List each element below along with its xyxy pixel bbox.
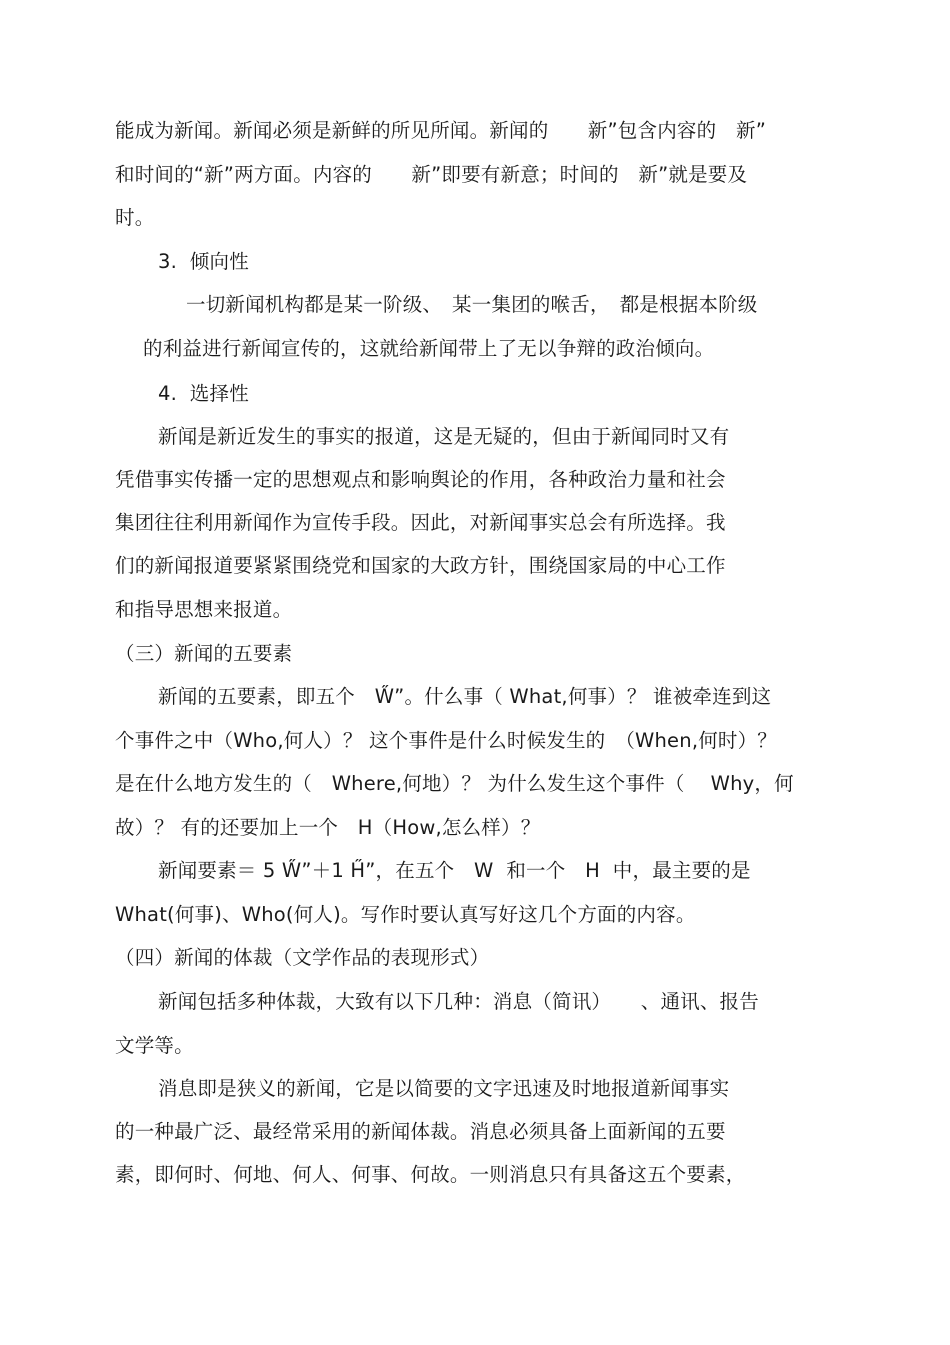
paragraph-line-14: 新闻的五要素，即五个 W̋”。什么事（ What,何事）？ 谁被牵连到这 — [158, 685, 772, 708]
paragraph-line-5: 一切新闻机构都是某一阶级、 某一集团的喉舌， 都是根据本阶级 — [186, 293, 758, 316]
paragraph-line-11: 们的新闻报道要紧紧围绕党和国家的大政方针，围绕国家局的中心工作 — [115, 554, 726, 577]
paragraph-line-6: 的利益进行新闻宣传的，这就给新闻带上了无以争辩的政治倾向。 — [143, 337, 715, 360]
paragraph-line-23: 消息即是狭义的新闻，它是以简要的文字迅速及时地报道新闻事实 — [158, 1077, 730, 1100]
paragraph-line-17: 故）？ 有的还要加上一个 H（How,怎么样）？ — [115, 816, 541, 839]
paragraph-line-18: 新闻要素＝ 5 W̋”＋1 H̋”，在五个 W 和一个 H 中，最主要的是 — [158, 859, 751, 882]
paragraph-line-22: 文学等。 — [115, 1034, 194, 1057]
paragraph-line-10: 集团往往利用新闻作为宣传手段。因此，对新闻事实总会有所选择。我 — [115, 511, 726, 534]
paragraph-line-9: 凭借事实传播一定的思想观点和影响舆论的作用，各种政治力量和社会 — [115, 468, 726, 491]
paragraph-line-3: 时。 — [115, 206, 155, 229]
paragraph-line-1: 能成为新闻。新闻必须是新鲜的所见所闻。新闻的 新”包含内容的 新” — [115, 119, 767, 142]
section-heading-3: 3. 倾向性 — [158, 250, 249, 273]
paragraph-line-21: 新闻包括多种体裁，大致有以下几种：消息（简讯） 、通讯、报告 — [158, 990, 759, 1013]
section-heading-4: 4. 选择性 — [158, 382, 249, 405]
paragraph-line-19: What(何事)、Who(何人)。写作时要认真写好这几个方面的内容。 — [115, 903, 696, 926]
paragraph-line-8: 新闻是新近发生的事实的报道，这是无疑的，但由于新闻同时又有 — [158, 425, 730, 448]
paragraph-line-25: 素，即何时、何地、何人、何事、何故。一则消息只有具备这五个要素， — [115, 1163, 746, 1186]
paragraph-line-16: 是在什么地方发生的（ Where,何地）？ 为什么发生这个事件（ Why，何 — [115, 772, 794, 795]
paragraph-line-15: 个事件之中（Who,何人）？ 这个事件是什么时候发生的 （When,何时）？ — [115, 729, 778, 752]
paragraph-line-12: 和指导思想来报道。 — [115, 598, 293, 621]
paragraph-line-24: 的一种最广泛、最经常采用的新闻体裁。消息必须具备上面新闻的五要 — [115, 1120, 726, 1143]
section-heading-five-elements: （三）新闻的五要素 — [115, 642, 293, 665]
paragraph-line-2: 和时间的“新”两方面。内容的 新”即要有新意；时间的 新”就是要及 — [115, 163, 748, 186]
section-heading-genres: （四）新闻的体裁（文学作品的表现形式） — [115, 946, 490, 969]
